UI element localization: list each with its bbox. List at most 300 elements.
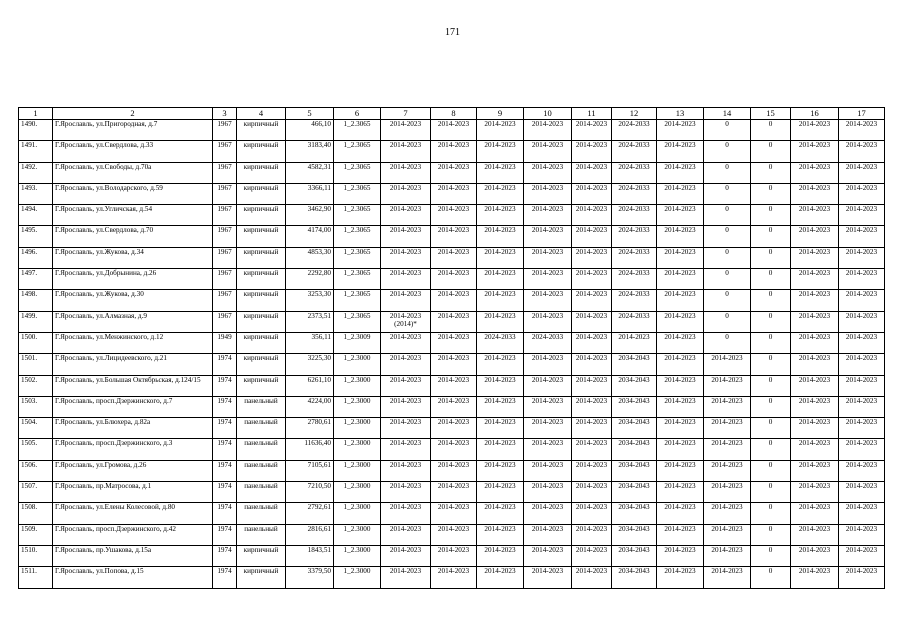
cell-period-15: 0 bbox=[751, 354, 791, 375]
table-row bbox=[19, 439, 885, 460]
cell-period-9: 2014-2023 bbox=[477, 567, 524, 588]
cell-year-built: 1974 bbox=[213, 545, 237, 566]
cell-address: Г.Ярославль, просп.Дзержинского, д.42 bbox=[53, 524, 213, 545]
cell-period-10: 2014-2023 bbox=[524, 439, 572, 460]
column-header-11: 11 bbox=[572, 108, 612, 120]
cell-series-code: 1_2.3065 bbox=[334, 120, 381, 141]
column-header-2: 2 bbox=[53, 108, 213, 120]
table-body bbox=[19, 120, 885, 589]
cell-period-7: 2014-2023 bbox=[381, 141, 431, 162]
cell-period-15: 0 bbox=[751, 332, 791, 353]
cell-period-7: 2014-2023 bbox=[381, 205, 431, 226]
cell-address: Г.Ярославль, ул.Пригородная, д.7 bbox=[53, 120, 213, 141]
cell-period-15: 0 bbox=[751, 247, 791, 268]
cell-period-7: 2014-2023 bbox=[381, 375, 431, 396]
table-row bbox=[19, 205, 885, 226]
cell-row-number: 1502. bbox=[19, 375, 53, 396]
cell-address: Г.Ярославль, ул.Елены Колесовой, д.80 bbox=[53, 503, 213, 524]
cell-series-code: 1_2.3000 bbox=[334, 482, 381, 503]
cell-period-16: 2014-2023 bbox=[791, 120, 839, 141]
cell-period-16: 2014-2023 bbox=[791, 290, 839, 311]
cell-period-16: 2014-2023 bbox=[791, 205, 839, 226]
cell-wall-material: кирпичный bbox=[237, 205, 286, 226]
cell-period-12: 2024-2033 bbox=[612, 141, 657, 162]
cell-period-15: 0 bbox=[751, 375, 791, 396]
cell-series-code: 1_2.3000 bbox=[334, 460, 381, 481]
cell-period-13: 2014-2023 bbox=[657, 354, 704, 375]
cell-wall-material: кирпичный bbox=[237, 290, 286, 311]
cell-area: 2792,61 bbox=[286, 503, 334, 524]
cell-period-9: 2014-2023 bbox=[477, 439, 524, 460]
cell-period-9: 2014-2023 bbox=[477, 524, 524, 545]
cell-area: 2780,61 bbox=[286, 418, 334, 439]
cell-period-7: 2014-2023 bbox=[381, 396, 431, 417]
cell-wall-material: кирпичный bbox=[237, 120, 286, 141]
cell-period-7: 2014-2023 bbox=[381, 332, 431, 353]
cell-period-14: 0 bbox=[704, 162, 751, 183]
cell-period-12: 2024-2033 bbox=[612, 120, 657, 141]
cell-year-built: 1967 bbox=[213, 226, 237, 247]
cell-period-7: 2014-2023 bbox=[381, 524, 431, 545]
cell-period-15: 0 bbox=[751, 567, 791, 588]
cell-period-10: 2014-2023 bbox=[524, 141, 572, 162]
cell-period-10: 2014-2023 bbox=[524, 418, 572, 439]
cell-period-9: 2014-2023 bbox=[477, 269, 524, 290]
cell-row-number: 1505. bbox=[19, 439, 53, 460]
cell-period-10: 2014-2023 bbox=[524, 183, 572, 204]
cell-period-7: 2014-2023 (2014)* bbox=[381, 311, 431, 332]
cell-period-16: 2014-2023 bbox=[791, 439, 839, 460]
cell-address: Г.Ярославль, ул.Попова, д.15 bbox=[53, 567, 213, 588]
cell-series-code: 1_2.3065 bbox=[334, 183, 381, 204]
cell-period-8: 2014-2023 bbox=[431, 503, 477, 524]
cell-period-9: 2014-2023 bbox=[477, 290, 524, 311]
cell-series-code: 1_2.3065 bbox=[334, 290, 381, 311]
cell-series-code: 1_2.3000 bbox=[334, 524, 381, 545]
column-header-15: 15 bbox=[751, 108, 791, 120]
cell-period-11: 2014-2023 bbox=[572, 141, 612, 162]
cell-period-17: 2014-2023 bbox=[839, 226, 885, 247]
cell-year-built: 1967 bbox=[213, 141, 237, 162]
cell-period-13: 2014-2023 bbox=[657, 375, 704, 396]
cell-series-code: 1_2.3000 bbox=[334, 439, 381, 460]
cell-row-number: 1495. bbox=[19, 226, 53, 247]
cell-period-11: 2014-2023 bbox=[572, 396, 612, 417]
cell-period-13: 2014-2023 bbox=[657, 396, 704, 417]
cell-period-11: 2014-2023 bbox=[572, 183, 612, 204]
cell-period-11: 2014-2023 bbox=[572, 460, 612, 481]
cell-area: 4582,31 bbox=[286, 162, 334, 183]
cell-wall-material: кирпичный bbox=[237, 141, 286, 162]
cell-area: 11636,40 bbox=[286, 439, 334, 460]
cell-period-11: 2014-2023 bbox=[572, 567, 612, 588]
column-header-12: 12 bbox=[612, 108, 657, 120]
cell-period-10: 2014-2023 bbox=[524, 269, 572, 290]
cell-period-14: 0 bbox=[704, 141, 751, 162]
cell-address: Г.Ярославль, ул.Добрынина, д.26 bbox=[53, 269, 213, 290]
cell-area: 3253,30 bbox=[286, 290, 334, 311]
cell-series-code: 1_2.3000 bbox=[334, 354, 381, 375]
cell-period-11: 2014-2023 bbox=[572, 524, 612, 545]
cell-area: 7105,61 bbox=[286, 460, 334, 481]
table-row bbox=[19, 524, 885, 545]
cell-year-built: 1974 bbox=[213, 567, 237, 588]
cell-period-17: 2014-2023 bbox=[839, 567, 885, 588]
cell-wall-material: кирпичный bbox=[237, 162, 286, 183]
cell-period-7: 2014-2023 bbox=[381, 545, 431, 566]
cell-period-16: 2014-2023 bbox=[791, 141, 839, 162]
table-row bbox=[19, 247, 885, 268]
cell-series-code: 1_2.3000 bbox=[334, 396, 381, 417]
cell-row-number: 1506. bbox=[19, 460, 53, 481]
cell-address: Г.Ярославль, пр.Ушакова, д.15а bbox=[53, 545, 213, 566]
cell-period-12: 2034-2043 bbox=[612, 545, 657, 566]
cell-period-13: 2014-2023 bbox=[657, 482, 704, 503]
cell-period-13: 2014-2023 bbox=[657, 247, 704, 268]
cell-period-9: 2014-2023 bbox=[477, 354, 524, 375]
cell-row-number: 1498. bbox=[19, 290, 53, 311]
cell-year-built: 1974 bbox=[213, 418, 237, 439]
cell-series-code: 1_2.3000 bbox=[334, 418, 381, 439]
table-row bbox=[19, 269, 885, 290]
cell-row-number: 1500. bbox=[19, 332, 53, 353]
cell-wall-material: кирпичный bbox=[237, 545, 286, 566]
cell-period-12: 2024-2033 bbox=[612, 205, 657, 226]
cell-period-8: 2014-2023 bbox=[431, 418, 477, 439]
cell-period-12: 2034-2043 bbox=[612, 439, 657, 460]
cell-period-16: 2014-2023 bbox=[791, 396, 839, 417]
table-row bbox=[19, 396, 885, 417]
table-row bbox=[19, 226, 885, 247]
cell-period-13: 2014-2023 bbox=[657, 418, 704, 439]
cell-period-8: 2014-2023 bbox=[431, 290, 477, 311]
cell-period-9: 2014-2023 bbox=[477, 545, 524, 566]
cell-period-8: 2014-2023 bbox=[431, 460, 477, 481]
cell-period-9: 2014-2023 bbox=[477, 482, 524, 503]
cell-period-13: 2014-2023 bbox=[657, 545, 704, 566]
cell-period-15: 0 bbox=[751, 418, 791, 439]
cell-area: 6261,10 bbox=[286, 375, 334, 396]
cell-series-code: 1_2.3000 bbox=[334, 567, 381, 588]
cell-period-13: 2014-2023 bbox=[657, 162, 704, 183]
cell-wall-material: панельный bbox=[237, 482, 286, 503]
cell-area: 3225,30 bbox=[286, 354, 334, 375]
cell-period-10: 2014-2023 bbox=[524, 567, 572, 588]
table-row bbox=[19, 311, 885, 332]
cell-wall-material: панельный bbox=[237, 439, 286, 460]
cell-period-8: 2014-2023 bbox=[431, 524, 477, 545]
cell-period-17: 2014-2023 bbox=[839, 396, 885, 417]
cell-period-7: 2014-2023 bbox=[381, 567, 431, 588]
cell-period-8: 2014-2023 bbox=[431, 396, 477, 417]
cell-period-17: 2014-2023 bbox=[839, 162, 885, 183]
cell-row-number: 1496. bbox=[19, 247, 53, 268]
cell-period-11: 2014-2023 bbox=[572, 290, 612, 311]
cell-period-8: 2014-2023 bbox=[431, 247, 477, 268]
cell-row-number: 1509. bbox=[19, 524, 53, 545]
cell-row-number: 1490. bbox=[19, 120, 53, 141]
cell-series-code: 1_2.3000 bbox=[334, 375, 381, 396]
cell-row-number: 1501. bbox=[19, 354, 53, 375]
header-row bbox=[19, 108, 885, 120]
cell-wall-material: кирпичный bbox=[237, 354, 286, 375]
cell-period-8: 2014-2023 bbox=[431, 226, 477, 247]
cell-period-8: 2014-2023 bbox=[431, 141, 477, 162]
cell-period-9: 2014-2023 bbox=[477, 375, 524, 396]
cell-period-13: 2014-2023 bbox=[657, 183, 704, 204]
column-header-4: 4 bbox=[237, 108, 286, 120]
cell-period-10: 2014-2023 bbox=[524, 482, 572, 503]
cell-period-17: 2014-2023 bbox=[839, 247, 885, 268]
cell-period-8: 2014-2023 bbox=[431, 120, 477, 141]
cell-period-12: 2024-2033 bbox=[612, 290, 657, 311]
cell-address: Г.Ярославль, ул.Свердлова, д.33 bbox=[53, 141, 213, 162]
cell-year-built: 1974 bbox=[213, 460, 237, 481]
cell-period-10: 2014-2023 bbox=[524, 354, 572, 375]
cell-period-8: 2014-2023 bbox=[431, 183, 477, 204]
cell-row-number: 1492. bbox=[19, 162, 53, 183]
cell-period-15: 0 bbox=[751, 524, 791, 545]
cell-period-13: 2014-2023 bbox=[657, 460, 704, 481]
cell-period-10: 2014-2023 bbox=[524, 290, 572, 311]
cell-period-16: 2014-2023 bbox=[791, 524, 839, 545]
cell-period-16: 2014-2023 bbox=[791, 545, 839, 566]
cell-period-11: 2014-2023 bbox=[572, 269, 612, 290]
cell-period-16: 2014-2023 bbox=[791, 482, 839, 503]
cell-period-15: 0 bbox=[751, 460, 791, 481]
cell-row-number: 1497. bbox=[19, 269, 53, 290]
cell-period-13: 2014-2023 bbox=[657, 503, 704, 524]
cell-row-number: 1511. bbox=[19, 567, 53, 588]
cell-period-15: 0 bbox=[751, 183, 791, 204]
cell-year-built: 1967 bbox=[213, 311, 237, 332]
cell-period-17: 2014-2023 bbox=[839, 205, 885, 226]
cell-series-code: 1_2.3065 bbox=[334, 311, 381, 332]
cell-period-14: 0 bbox=[704, 120, 751, 141]
cell-series-code: 1_2.3000 bbox=[334, 545, 381, 566]
cell-wall-material: кирпичный bbox=[237, 247, 286, 268]
cell-period-16: 2014-2023 bbox=[791, 269, 839, 290]
cell-period-8: 2014-2023 bbox=[431, 545, 477, 566]
cell-period-7: 2014-2023 bbox=[381, 418, 431, 439]
cell-period-16: 2014-2023 bbox=[791, 567, 839, 588]
cell-year-built: 1967 bbox=[213, 290, 237, 311]
cell-period-11: 2014-2023 bbox=[572, 545, 612, 566]
column-header-3: 3 bbox=[213, 108, 237, 120]
cell-address: Г.Ярославль, ул.Угличская, д.54 bbox=[53, 205, 213, 226]
cell-period-7: 2014-2023 bbox=[381, 354, 431, 375]
cell-period-14: 2014-2023 bbox=[704, 375, 751, 396]
cell-period-11: 2014-2023 bbox=[572, 503, 612, 524]
table-row bbox=[19, 503, 885, 524]
column-header-10: 10 bbox=[524, 108, 572, 120]
cell-series-code: 1_2.3065 bbox=[334, 141, 381, 162]
cell-period-7: 2014-2023 bbox=[381, 269, 431, 290]
cell-period-9: 2014-2023 bbox=[477, 183, 524, 204]
column-header-13: 13 bbox=[657, 108, 704, 120]
cell-period-9: 2014-2023 bbox=[477, 418, 524, 439]
cell-address: Г.Ярославль, ул.Свердлова, д.70 bbox=[53, 226, 213, 247]
cell-address: Г.Ярославль, просп.Дзержинского, д.7 bbox=[53, 396, 213, 417]
page-number: 171 bbox=[445, 27, 460, 38]
cell-period-8: 2014-2023 bbox=[431, 482, 477, 503]
cell-period-16: 2014-2023 bbox=[791, 183, 839, 204]
cell-address: Г.Ярославль, ул.Володарского, д.59 bbox=[53, 183, 213, 204]
cell-period-14: 2014-2023 bbox=[704, 460, 751, 481]
cell-period-7: 2014-2023 bbox=[381, 439, 431, 460]
cell-period-16: 2014-2023 bbox=[791, 247, 839, 268]
cell-row-number: 1493. bbox=[19, 183, 53, 204]
cell-period-15: 0 bbox=[751, 503, 791, 524]
cell-area: 1843,51 bbox=[286, 545, 334, 566]
cell-row-number: 1504. bbox=[19, 418, 53, 439]
cell-period-11: 2014-2023 bbox=[572, 247, 612, 268]
cell-address: Г.Ярославль, ул.Менжинского, д.12 bbox=[53, 332, 213, 353]
cell-period-13: 2014-2023 bbox=[657, 332, 704, 353]
cell-period-12: 2014-2023 bbox=[612, 332, 657, 353]
cell-period-14: 2014-2023 bbox=[704, 545, 751, 566]
cell-period-14: 0 bbox=[704, 226, 751, 247]
cell-period-16: 2014-2023 bbox=[791, 332, 839, 353]
cell-period-8: 2014-2023 bbox=[431, 311, 477, 332]
cell-period-16: 2014-2023 bbox=[791, 226, 839, 247]
cell-period-13: 2014-2023 bbox=[657, 141, 704, 162]
cell-period-14: 0 bbox=[704, 269, 751, 290]
cell-wall-material: панельный bbox=[237, 503, 286, 524]
cell-period-15: 0 bbox=[751, 269, 791, 290]
cell-period-10: 2014-2023 bbox=[524, 120, 572, 141]
cell-period-13: 2014-2023 bbox=[657, 226, 704, 247]
cell-period-9: 2014-2023 bbox=[477, 141, 524, 162]
cell-period-14: 2014-2023 bbox=[704, 482, 751, 503]
cell-period-7: 2014-2023 bbox=[381, 290, 431, 311]
cell-period-13: 2014-2023 bbox=[657, 567, 704, 588]
table-row bbox=[19, 545, 885, 566]
cell-period-9: 2014-2023 bbox=[477, 247, 524, 268]
cell-row-number: 1499. bbox=[19, 311, 53, 332]
cell-period-12: 2024-2033 bbox=[612, 162, 657, 183]
cell-period-14: 0 bbox=[704, 247, 751, 268]
cell-period-10: 2014-2023 bbox=[524, 311, 572, 332]
table-row bbox=[19, 120, 885, 141]
table-row bbox=[19, 482, 885, 503]
cell-period-15: 0 bbox=[751, 311, 791, 332]
cell-period-12: 2034-2043 bbox=[612, 567, 657, 588]
cell-series-code: 1_2.3065 bbox=[334, 162, 381, 183]
cell-address: Г.Ярославль, ул.Свободы, д.70а bbox=[53, 162, 213, 183]
cell-row-number: 1491. bbox=[19, 141, 53, 162]
cell-period-10: 2014-2023 bbox=[524, 226, 572, 247]
cell-area: 3462,90 bbox=[286, 205, 334, 226]
cell-period-15: 0 bbox=[751, 290, 791, 311]
cell-row-number: 1508. bbox=[19, 503, 53, 524]
cell-series-code: 1_2.3065 bbox=[334, 226, 381, 247]
cell-wall-material: кирпичный bbox=[237, 375, 286, 396]
cell-wall-material: кирпичный bbox=[237, 269, 286, 290]
cell-year-built: 1974 bbox=[213, 396, 237, 417]
cell-period-17: 2014-2023 bbox=[839, 482, 885, 503]
cell-period-8: 2014-2023 bbox=[431, 375, 477, 396]
cell-period-14: 2014-2023 bbox=[704, 524, 751, 545]
table-row bbox=[19, 567, 885, 588]
column-header-17: 17 bbox=[839, 108, 885, 120]
cell-period-11: 2014-2023 bbox=[572, 354, 612, 375]
cell-period-14: 2014-2023 bbox=[704, 439, 751, 460]
cell-period-15: 0 bbox=[751, 482, 791, 503]
cell-row-number: 1507. bbox=[19, 482, 53, 503]
cell-period-16: 2014-2023 bbox=[791, 503, 839, 524]
cell-series-code: 1_2.3000 bbox=[334, 503, 381, 524]
cell-period-9: 2014-2023 bbox=[477, 503, 524, 524]
cell-period-11: 2014-2023 bbox=[572, 162, 612, 183]
cell-period-17: 2014-2023 bbox=[839, 545, 885, 566]
cell-year-built: 1974 bbox=[213, 439, 237, 460]
cell-period-10: 2014-2023 bbox=[524, 162, 572, 183]
cell-area: 4853,30 bbox=[286, 247, 334, 268]
cell-wall-material: кирпичный bbox=[237, 183, 286, 204]
cell-year-built: 1967 bbox=[213, 120, 237, 141]
cell-period-17: 2014-2023 bbox=[839, 269, 885, 290]
cell-period-7: 2014-2023 bbox=[381, 183, 431, 204]
table-row bbox=[19, 460, 885, 481]
cell-period-7: 2014-2023 bbox=[381, 247, 431, 268]
cell-year-built: 1967 bbox=[213, 162, 237, 183]
cell-period-12: 2024-2033 bbox=[612, 247, 657, 268]
cell-period-7: 2014-2023 bbox=[381, 482, 431, 503]
cell-area: 356,11 bbox=[286, 332, 334, 353]
cell-year-built: 1967 bbox=[213, 247, 237, 268]
cell-area: 7210,50 bbox=[286, 482, 334, 503]
cell-period-14: 2014-2023 bbox=[704, 418, 751, 439]
cell-period-12: 2024-2033 bbox=[612, 311, 657, 332]
cell-row-number: 1494. bbox=[19, 205, 53, 226]
column-header-14: 14 bbox=[704, 108, 751, 120]
cell-period-8: 2014-2023 bbox=[431, 567, 477, 588]
cell-period-13: 2014-2023 bbox=[657, 524, 704, 545]
cell-period-10: 2014-2023 bbox=[524, 247, 572, 268]
cell-period-8: 2014-2023 bbox=[431, 332, 477, 353]
cell-period-8: 2014-2023 bbox=[431, 439, 477, 460]
cell-area: 466,10 bbox=[286, 120, 334, 141]
cell-period-11: 2014-2023 bbox=[572, 418, 612, 439]
cell-address: Г.Ярославль, ул.Жукова, д.34 bbox=[53, 247, 213, 268]
cell-period-11: 2014-2023 bbox=[572, 226, 612, 247]
cell-period-12: 2024-2033 bbox=[612, 269, 657, 290]
cell-year-built: 1974 bbox=[213, 482, 237, 503]
cell-row-number: 1503. bbox=[19, 396, 53, 417]
cell-area: 3183,40 bbox=[286, 141, 334, 162]
cell-period-15: 0 bbox=[751, 545, 791, 566]
cell-period-8: 2014-2023 bbox=[431, 269, 477, 290]
cell-address: Г.Ярославль, пр.Матросова, д.1 bbox=[53, 482, 213, 503]
column-header-5: 5 bbox=[286, 108, 334, 120]
cell-wall-material: панельный bbox=[237, 524, 286, 545]
cell-period-11: 2014-2023 bbox=[572, 439, 612, 460]
cell-period-12: 2034-2043 bbox=[612, 396, 657, 417]
cell-address: Г.Ярославль, ул.Громова, д.26 bbox=[53, 460, 213, 481]
cell-period-14: 0 bbox=[704, 311, 751, 332]
housing-registry-table bbox=[18, 107, 885, 589]
cell-period-12: 2024-2033 bbox=[612, 226, 657, 247]
cell-period-15: 0 bbox=[751, 162, 791, 183]
cell-period-12: 2034-2043 bbox=[612, 375, 657, 396]
cell-period-10: 2014-2023 bbox=[524, 396, 572, 417]
cell-address: Г.Ярославль, ул.Большая Октябрьская, д.124/15 bbox=[53, 375, 213, 396]
cell-period-10: 2014-2023 bbox=[524, 375, 572, 396]
cell-period-9: 2014-2023 bbox=[477, 120, 524, 141]
cell-period-17: 2014-2023 bbox=[839, 290, 885, 311]
cell-series-code: 1_2.3065 bbox=[334, 247, 381, 268]
